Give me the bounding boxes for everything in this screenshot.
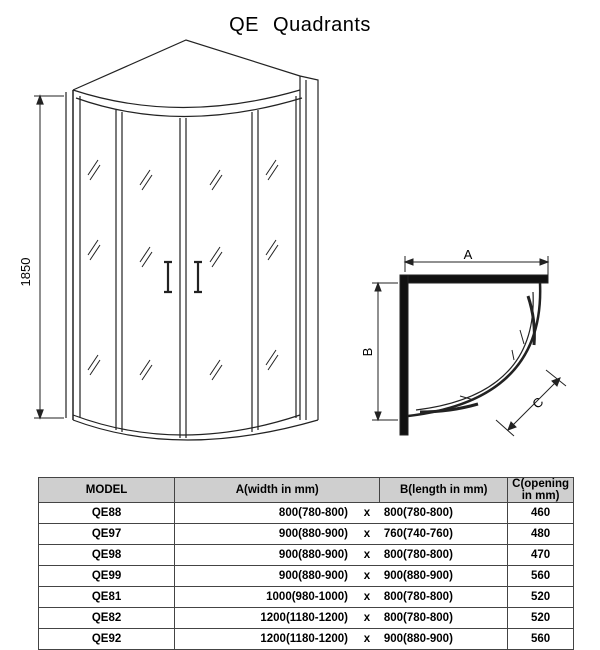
plan-wall-left	[400, 275, 408, 435]
cell-a: 900(880-900)	[175, 524, 354, 545]
cell-a: 1000(980-1000)	[175, 587, 354, 608]
cell-c: 470	[508, 545, 574, 566]
cell-separator: x	[354, 524, 380, 545]
cell-c: 520	[508, 608, 574, 629]
cell-separator: x	[354, 566, 380, 587]
cell-a: 1200(1180-1200)	[175, 608, 354, 629]
cell-b: 900(880-900)	[380, 629, 508, 650]
cell-a: 800(780-800)	[175, 503, 354, 524]
cell-c: 560	[508, 566, 574, 587]
title-code: QE	[229, 14, 259, 36]
cell-a: 900(880-900)	[175, 566, 354, 587]
dimension-b-arrow-top	[375, 283, 381, 291]
table-row	[39, 587, 574, 608]
dimension-a-arrow-left	[405, 259, 413, 265]
plan-label-a: A	[463, 247, 473, 262]
table-row	[39, 608, 574, 629]
cell-separator: x	[354, 608, 380, 629]
cell-b: 800(780-800)	[380, 503, 508, 524]
header-a: A(width in mm)	[175, 478, 380, 503]
dimension-b-arrow-bottom	[375, 412, 381, 420]
cell-c: 460	[508, 503, 574, 524]
plan-label-b: B	[360, 347, 375, 357]
cell-model: QE97	[39, 524, 175, 545]
cell-model: QE82	[39, 608, 175, 629]
cell-c: 480	[508, 524, 574, 545]
spec-table	[38, 477, 574, 650]
plan-wall-top	[400, 275, 548, 283]
cell-separator: x	[354, 587, 380, 608]
height-arrow-top	[37, 96, 43, 104]
cell-a: 900(880-900)	[175, 545, 354, 566]
title-name: Quadrants	[273, 14, 371, 36]
quadrant-curve-inner	[416, 292, 533, 410]
bottom-tray-edge	[73, 420, 318, 440]
enclosure-top-back	[73, 40, 300, 90]
cell-b: 800(780-800)	[380, 545, 508, 566]
cell-model: QE81	[39, 587, 175, 608]
cell-separator: x	[354, 545, 380, 566]
header-b: B(length in mm)	[380, 478, 508, 503]
table-row	[39, 524, 574, 545]
table-row	[39, 566, 574, 587]
cell-model: QE92	[39, 629, 175, 650]
cell-c: 520	[508, 587, 574, 608]
cell-b: 900(880-900)	[380, 566, 508, 587]
wall-profile-right	[300, 76, 318, 420]
plan-label-c: C	[529, 394, 547, 412]
cell-separator: x	[354, 629, 380, 650]
table-row	[39, 629, 574, 650]
height-arrow-bottom	[37, 410, 43, 418]
cell-model: QE99	[39, 566, 175, 587]
cell-b: 760(740-760)	[380, 524, 508, 545]
table-header-row	[39, 478, 574, 503]
cell-b: 800(780-800)	[380, 587, 508, 608]
dimension-a-arrow-right	[540, 259, 548, 265]
top-curve-inner	[73, 90, 300, 108]
cell-b: 800(780-800)	[380, 608, 508, 629]
door-handle-left	[164, 262, 172, 292]
table-row	[39, 545, 574, 566]
table-row	[39, 503, 574, 524]
cell-model: QE98	[39, 545, 175, 566]
height-label: 1850	[18, 257, 33, 287]
cell-c: 560	[508, 629, 574, 650]
cell-separator: x	[354, 503, 380, 524]
cell-model: QE88	[39, 503, 175, 524]
door-handle-right	[194, 262, 202, 292]
cell-a: 1200(1180-1200)	[175, 629, 354, 650]
header-model: MODEL	[39, 478, 175, 503]
header-c: C(opening in mm)	[508, 478, 574, 503]
front-view	[34, 40, 318, 440]
quadrant-curve-outer	[408, 283, 540, 416]
